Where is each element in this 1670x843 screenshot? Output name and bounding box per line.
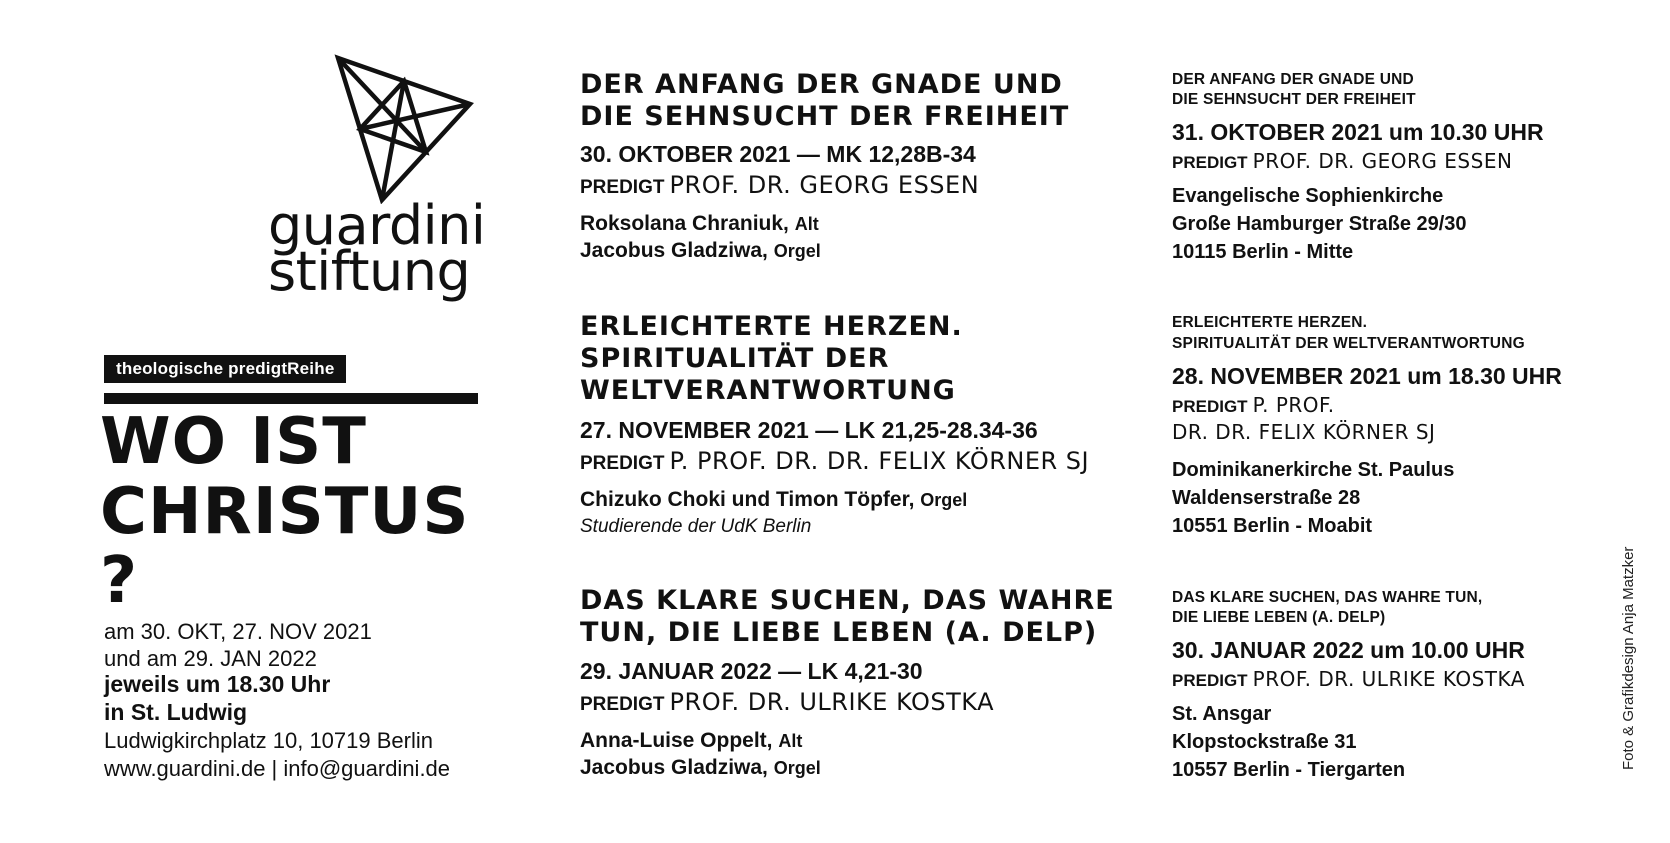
- performer-role: Alt: [778, 731, 803, 751]
- repeat-3-datetime: 30. JANUAR 2022 um 10.00 UHR: [1172, 637, 1525, 663]
- main-title-line2: CHRISTUS: [100, 475, 470, 549]
- info-time: jeweils um 18.30 Uhr: [104, 671, 331, 697]
- event-1-performer-2: [580, 237, 821, 265]
- event-2-date-ref: 27. NOVEMBER 2021 — LK 21,25-28.34-36: [580, 417, 1038, 443]
- event-2-title-line2: SPIRITUALITÄT DER: [580, 343, 890, 374]
- event-3-preacher: PROF. DR. ULRIKE KOSTKA: [669, 688, 995, 716]
- repeat-1-address-line1: Evangelische Sophienkirche: [1172, 185, 1444, 207]
- info-place: in St. Ludwig: [104, 699, 248, 725]
- predigt-label: PREDIGT: [1172, 153, 1248, 172]
- event-2-title-line3: WELTVERANTWORTUNG: [580, 375, 956, 406]
- event-1-title-line2: DIE SEHNSUCHT DER FREIHEIT: [580, 101, 1070, 132]
- main-title-line3: ?: [100, 544, 139, 618]
- repeat-3-address-line2: Klopstockstraße 31: [1172, 731, 1357, 753]
- repeat-1-address-line3: 10115 Berlin - Mitte: [1172, 241, 1354, 263]
- info-dates-line2: und am 29. JAN 2022: [104, 646, 317, 671]
- event-3-date-ref: 29. JANUAR 2022 — LK 4,21-30: [580, 658, 923, 684]
- event-1-date-ref: 30. OKTOBER 2021 — MK 12,28B-34: [580, 141, 976, 167]
- main-title-line1: WO IST: [100, 405, 367, 479]
- info-address: Ludwigkirchplatz 10, 10719 Berlin: [104, 728, 433, 753]
- repeat-1-datetime: 31. OKTOBER 2021 um 10.30 UHR: [1172, 119, 1544, 145]
- repeat-3-title-line1: DAS KLARE SUCHEN, DAS WAHRE TUN,: [1172, 589, 1483, 606]
- performer-role: Orgel: [773, 241, 821, 261]
- repeat-2-address-line2: Waldenserstraße 28: [1172, 487, 1361, 509]
- repeat-3-preacher: PROF. DR. ULRIKE KOSTKA: [1252, 667, 1525, 691]
- event-3-predigt: [580, 687, 994, 720]
- predigt-label: PREDIGT: [580, 177, 665, 198]
- info-contact[interactable]: www.guardini.de | info@guardini.de: [104, 756, 451, 781]
- event-1-performer-1: [580, 210, 819, 238]
- performer-role: Orgel: [920, 490, 968, 510]
- logo-wordmark-line1: guardini: [268, 194, 486, 257]
- event-2-note: Studierende der UdK Berlin: [580, 516, 812, 537]
- repeat-3-predigt: [1172, 665, 1525, 695]
- repeat-2-preacher-line1: P. PROF.: [1252, 393, 1335, 417]
- design-credit: Foto & Grafikdesign Anja Matzker: [1620, 546, 1637, 770]
- repeat-1-preacher: PROF. DR. GEORG ESSEN: [1252, 149, 1513, 173]
- repeat-2-title-line1: ERLEICHTERTE HERZEN.: [1172, 314, 1368, 331]
- performer-role: Alt: [794, 214, 819, 234]
- event-1-title-line1: DER ANFANG DER GNADE UND: [580, 69, 1063, 100]
- repeat-3-address-line3: 10557 Berlin - Tiergarten: [1172, 759, 1406, 781]
- logo-wordmark-line2: stiftung: [268, 240, 471, 303]
- repeat-2-preacher-line2: DR. DR. FELIX KÖRNER SJ: [1172, 420, 1436, 444]
- performer-name: Jacobus Gladziwa,: [580, 239, 768, 262]
- event-2-title-line1: ERLEICHTERTE HERZEN.: [580, 311, 963, 342]
- title-rule: [104, 393, 478, 404]
- triangle-logo-icon: [330, 54, 480, 204]
- repeat-2-address-line1: Dominikanerkirche St. Paulus: [1172, 459, 1455, 481]
- performer-name: Roksolana Chraniuk,: [580, 212, 789, 235]
- event-2-performer-1: [580, 486, 967, 514]
- predigt-label: PREDIGT: [1172, 671, 1248, 690]
- event-3-title-line2: TUN, DIE LIEBE LEBEN (A. DELP): [580, 617, 1098, 648]
- repeat-2-address-line3: 10551 Berlin - Moabit: [1172, 515, 1373, 537]
- event-3-performer-2: [580, 754, 821, 782]
- repeat-1-address-line2: Große Hamburger Straße 29/30: [1172, 213, 1467, 235]
- repeat-2-datetime: 28. NOVEMBER 2021 um 18.30 UHR: [1172, 363, 1562, 389]
- predigt-label: PREDIGT: [580, 694, 665, 715]
- repeat-1-title-line2: DIE SEHNSUCHT DER FREIHEIT: [1172, 91, 1416, 108]
- performer-role: Orgel: [773, 758, 821, 778]
- repeat-2-predigt: [1172, 391, 1335, 421]
- predigt-label: PREDIGT: [580, 453, 665, 474]
- predigt-label: PREDIGT: [1172, 397, 1248, 416]
- repeat-1-title-line1: DER ANFANG DER GNADE UND: [1172, 71, 1414, 88]
- repeat-3-title-line2: DIE LIEBE LEBEN (A. DELP): [1172, 609, 1386, 626]
- repeat-2-title-line2: SPIRITUALITÄT DER WELTVERANTWORTUNG: [1172, 335, 1525, 352]
- event-1-preacher: PROF. DR. GEORG ESSEN: [669, 171, 980, 199]
- event-1-predigt: [580, 170, 979, 203]
- performer-name: Anna-Luise Oppelt,: [580, 729, 773, 752]
- series-tag: theologische predigtReihe: [104, 355, 346, 383]
- event-2-predigt: [580, 446, 1089, 479]
- performer-name: Chizuko Choki und Timon Töpfer,: [580, 488, 915, 511]
- repeat-1-predigt: [1172, 147, 1512, 177]
- event-3-title-line1: DAS KLARE SUCHEN, DAS WAHRE: [580, 585, 1115, 616]
- event-2-preacher: P. PROF. DR. DR. FELIX KÖRNER SJ: [669, 447, 1090, 475]
- repeat-3-address-line1: St. Ansgar: [1172, 703, 1272, 725]
- info-dates-line1: am 30. OKT, 27. NOV 2021: [104, 619, 372, 644]
- event-3-performer-1: [580, 727, 802, 755]
- performer-name: Jacobus Gladziwa,: [580, 756, 768, 779]
